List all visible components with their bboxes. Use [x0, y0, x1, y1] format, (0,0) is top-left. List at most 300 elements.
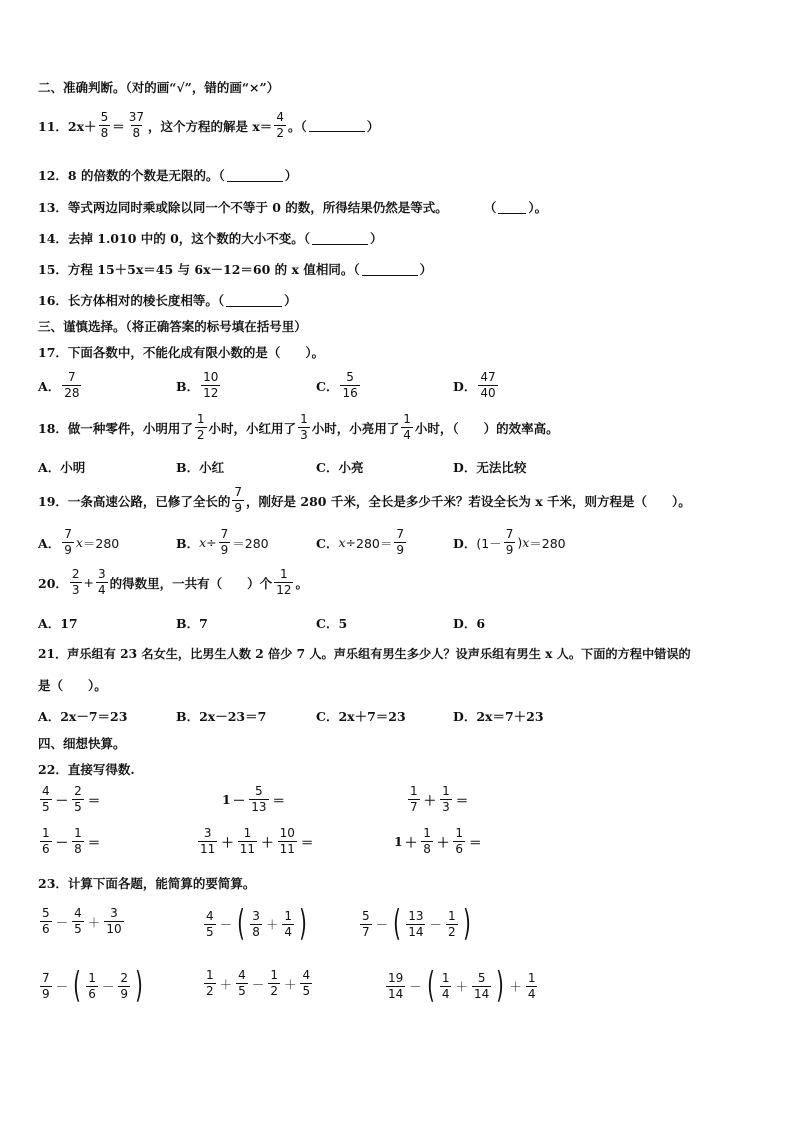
denominator: 4 — [527, 986, 536, 1001]
text: 22．直接写得数. — [38, 762, 135, 777]
text: ＝280 — [529, 535, 566, 551]
text: － — [55, 792, 69, 808]
text: 21．声乐组有 23 名女生，比男生人数 2 倍少 7 人。声乐组有男生多少人？设声乐组有男生 x 人。下面的方程中错误的 — [38, 647, 691, 661]
text: ＝ — [87, 792, 101, 808]
fraction — [504, 527, 516, 558]
fraction — [268, 968, 280, 999]
fraction — [96, 567, 108, 598]
section-4-heading — [38, 734, 126, 752]
text: ） — [366, 118, 380, 134]
text: － — [101, 979, 115, 994]
expr-23-4 — [38, 965, 146, 1006]
fraction — [394, 527, 406, 558]
question-14 — [38, 229, 383, 247]
fraction — [86, 971, 98, 1002]
fraction — [446, 909, 458, 940]
section-3-heading — [38, 317, 307, 335]
text: B． — [176, 535, 200, 551]
text: ）。 — [528, 200, 548, 215]
fraction — [278, 826, 297, 857]
fraction — [453, 826, 465, 857]
text: ) — [299, 903, 307, 944]
text: D．2x＝7＋23 — [453, 709, 544, 724]
text: C． — [316, 535, 339, 551]
text: 15．方程 15＋5x＝45 与 6x－12＝60 的 x 值相同。（ — [38, 262, 360, 277]
numerator: 5 — [362, 908, 370, 923]
numerator: 13 — [408, 908, 424, 923]
text: ( — [73, 965, 82, 1006]
denominator: 9 — [234, 501, 243, 515]
text: ) — [517, 535, 523, 550]
fraction — [274, 110, 286, 141]
text: － — [251, 976, 265, 992]
text: 14．去掉 1.010 中的 0，这个数的大小不变。（ — [38, 231, 311, 246]
numerator: 4 — [206, 908, 214, 923]
text: B．小红 — [176, 460, 225, 475]
text: ） — [419, 262, 433, 277]
expr-22-6 — [394, 826, 484, 857]
expr-23-6 — [384, 965, 539, 1006]
text: ，这个方程的解是 x＝ — [148, 118, 273, 134]
text: ＝ — [112, 118, 125, 134]
denominator: 9 — [220, 543, 229, 557]
numerator: 1 — [88, 970, 96, 985]
denominator: 4 — [403, 428, 411, 442]
text: 二、准确判断。（对的画“√”，错的画“×”） — [38, 80, 280, 95]
denominator: 8 — [132, 126, 141, 140]
option-c[interactable] — [316, 458, 363, 476]
denominator: 13 — [251, 800, 267, 814]
text: D．无法比较 — [453, 460, 527, 475]
numerator: 1 — [280, 567, 288, 581]
numerator: 10 — [203, 370, 219, 384]
denominator: 11 — [200, 842, 216, 856]
text: x — [522, 535, 530, 550]
fraction — [127, 110, 146, 141]
option-c[interactable] — [316, 707, 406, 725]
text: 小时，小红用了 — [208, 420, 297, 436]
denominator: 6 — [88, 986, 96, 1001]
denominator: 4 — [441, 986, 450, 1001]
text: ＝280 — [232, 535, 269, 551]
text: 11． — [38, 118, 68, 134]
numerator: 37 — [128, 110, 144, 124]
question-11 — [38, 110, 379, 141]
denominator: 7 — [410, 800, 418, 814]
text: 的得数里，一共有（ ）个 — [109, 575, 273, 591]
text: 20． — [38, 575, 68, 591]
expr-23-2 — [202, 903, 310, 944]
text: 是（ ）。 — [38, 678, 107, 693]
text: 17．下面各数中，不能化成有限小数的是（ ）。 — [38, 345, 325, 360]
text: 1 — [394, 834, 403, 849]
question-18 — [38, 412, 559, 443]
answer-blank[interactable] — [362, 263, 418, 276]
question-17 — [38, 343, 324, 361]
option-c[interactable] — [316, 614, 347, 632]
question-23-title — [38, 874, 255, 892]
text: ) — [135, 965, 143, 1006]
expr-22-3 — [406, 784, 470, 815]
numerator: 4 — [238, 968, 246, 982]
denominator: 5 — [74, 800, 82, 814]
question-21-cont — [38, 676, 107, 694]
text: 。 — [295, 575, 308, 591]
text: － — [55, 979, 69, 994]
text: 四、细想快算。 — [38, 736, 126, 751]
fraction — [118, 971, 130, 1002]
denominator: 9 — [120, 986, 128, 1001]
numerator: 7 — [396, 527, 404, 541]
fraction — [198, 826, 217, 857]
numerator: 1 — [455, 826, 464, 840]
denominator: 9 — [64, 543, 72, 557]
fraction — [72, 826, 84, 857]
text: ） — [284, 168, 298, 183]
numerator: 4 — [42, 784, 50, 798]
fraction — [340, 370, 359, 401]
fraction — [386, 971, 405, 1002]
text: 18．做一种零件，小明用了 — [38, 420, 193, 436]
numerator: 2 — [74, 784, 82, 798]
text: ( — [426, 965, 435, 1006]
fraction — [238, 826, 257, 857]
numerator: 7 — [64, 527, 72, 541]
denominator: 4 — [98, 583, 106, 597]
text: ) — [496, 965, 505, 1006]
numerator: 1 — [300, 412, 308, 426]
text: ＝ — [455, 792, 469, 808]
fraction — [408, 784, 420, 815]
denominator: 8 — [423, 842, 431, 856]
denominator: 2 — [196, 428, 205, 442]
text: ，刚好是 280 千米，全长是多少千米？若设全长为 x 千米，则方程是（ ）。 — [246, 493, 691, 509]
text: 。（ — [287, 118, 307, 134]
text: B．2x－23＝7 — [176, 709, 267, 724]
option-d[interactable] — [453, 527, 566, 558]
text: D． — [453, 535, 477, 551]
denominator: 3 — [300, 428, 308, 442]
fraction — [478, 370, 497, 401]
denominator: 2 — [448, 924, 456, 939]
denominator: 5 — [238, 984, 246, 998]
text: ＋ — [221, 834, 234, 850]
text: ÷ — [206, 535, 217, 550]
fraction — [40, 784, 52, 815]
text: ＝280 — [82, 535, 120, 551]
fraction — [440, 971, 452, 1002]
denominator: 11 — [239, 842, 256, 856]
text: B．7 — [176, 616, 208, 631]
text: 小时，（ ）的效率高。 — [414, 420, 559, 436]
fraction — [249, 784, 268, 815]
numerator: 1 — [410, 784, 418, 798]
fraction — [236, 968, 248, 999]
denominator: 5 — [302, 984, 311, 998]
question-13 — [38, 198, 547, 216]
text: － — [429, 917, 442, 932]
expr-22-4 — [38, 826, 102, 857]
expr-23-5 — [202, 968, 314, 999]
denominator: 3 — [71, 583, 80, 597]
fraction — [40, 971, 52, 1002]
option-c[interactable]: C． x ÷ 280＝ $\frac{7}{9}$ — [316, 527, 404, 557]
text: 1 — [222, 792, 231, 807]
text: （ — [483, 200, 497, 215]
denominator: 5 — [74, 922, 82, 936]
denominator: 28 — [64, 386, 80, 400]
fraction — [99, 110, 111, 141]
expr-23-3 — [358, 903, 474, 944]
numerator: 7 — [234, 485, 243, 499]
fraction — [250, 909, 262, 940]
denominator: 2 — [270, 984, 278, 998]
numerator: 1 — [243, 826, 252, 840]
denominator: 16 — [342, 386, 358, 400]
option-a[interactable] — [38, 370, 83, 401]
text: 12．8 的倍数的个数是无限的。（ — [38, 168, 225, 183]
text: ÷ — [345, 535, 356, 550]
denominator: 10 — [106, 922, 122, 936]
text: ＋ — [265, 917, 279, 932]
denominator: 8 — [252, 924, 260, 939]
text: x — [338, 535, 346, 550]
question-19 — [38, 485, 691, 516]
numerator: 3 — [98, 567, 106, 581]
fraction — [70, 567, 82, 598]
answer-blank[interactable] — [309, 119, 365, 132]
text: x — [199, 535, 207, 550]
numerator: 7 — [220, 527, 229, 541]
text: A．17 — [38, 616, 78, 631]
fraction — [401, 412, 413, 443]
numerator: 5 — [346, 370, 354, 384]
numerator: 4 — [276, 110, 284, 124]
question-21 — [38, 645, 691, 662]
fraction — [219, 527, 231, 558]
text: － — [219, 917, 233, 932]
denominator: 2 — [206, 984, 214, 998]
option-a[interactable] — [38, 458, 85, 476]
denominator: 3 — [442, 800, 450, 814]
numerator: 1 — [442, 784, 450, 798]
text: 三、谨慎选择。（将正确答案的标号填在括号里） — [38, 319, 307, 334]
text: － — [375, 917, 389, 932]
text: 2x＋ — [67, 118, 97, 134]
text: B． — [176, 378, 200, 394]
fraction — [298, 412, 310, 443]
fraction — [62, 370, 81, 401]
text: 19．一条高速公路，已修了全长的 — [38, 493, 231, 509]
numerator: 5 — [255, 784, 263, 798]
denominator: 14 — [388, 986, 404, 1001]
fraction — [40, 826, 52, 857]
denominator: 8 — [100, 126, 109, 140]
fraction — [300, 968, 312, 999]
text: ＝ — [300, 834, 314, 850]
text: ＋ — [261, 834, 274, 850]
question-20 — [38, 567, 308, 598]
text: D．6 — [453, 616, 486, 631]
answer-blank[interactable] — [226, 294, 282, 307]
numerator: 3 — [252, 908, 260, 923]
numerator: 47 — [480, 370, 496, 384]
question-22-title — [38, 760, 135, 778]
fraction — [62, 527, 74, 558]
text: ＋ — [455, 979, 468, 994]
numerator: 5 — [100, 110, 109, 124]
text: － — [409, 979, 422, 994]
question-16 — [38, 291, 297, 309]
option-d[interactable] — [453, 614, 485, 632]
fraction — [232, 485, 244, 516]
text: － — [232, 792, 246, 808]
text: (1－ — [476, 535, 502, 551]
text: ( — [237, 903, 246, 944]
denominator: 12 — [203, 386, 219, 400]
text: A．2x－7＝23 — [38, 709, 128, 724]
denominator: 9 — [42, 986, 50, 1001]
text: ( — [393, 903, 402, 944]
expr-23-1 — [38, 906, 126, 937]
numerator: 3 — [110, 906, 118, 920]
numerator: 2 — [120, 970, 128, 985]
numerator: 1 — [42, 826, 50, 840]
fraction — [440, 784, 452, 815]
numerator: 1 — [206, 968, 214, 982]
denominator: 9 — [396, 543, 404, 557]
text: 16．长方体相对的棱长度相等。（ — [38, 293, 225, 308]
text: C．2x＋7＝23 — [316, 709, 406, 724]
numerator: 4 — [302, 968, 311, 982]
denominator: 14 — [474, 986, 490, 1001]
denominator: 4 — [284, 924, 292, 939]
denominator: 6 — [455, 842, 464, 856]
numerator: 1 — [270, 968, 278, 982]
denominator: 6 — [42, 842, 50, 856]
numerator: 1 — [527, 970, 536, 985]
denominator: 7 — [362, 924, 370, 939]
text: ＋ — [219, 976, 233, 992]
denominator: 5 — [42, 800, 50, 814]
text: ＋ — [283, 976, 297, 992]
numerator: 4 — [74, 906, 82, 920]
option-a[interactable] — [38, 527, 119, 558]
numerator: 2 — [71, 567, 80, 581]
denominator: 14 — [408, 924, 424, 939]
option-d[interactable] — [453, 458, 526, 476]
denominator: 12 — [276, 583, 292, 597]
text: ＝ — [272, 792, 286, 808]
fraction — [104, 906, 123, 937]
text: x — [75, 535, 83, 550]
option-d[interactable] — [453, 370, 500, 401]
text: ＋ — [404, 834, 418, 850]
fraction — [72, 784, 84, 815]
text: C．5 — [316, 616, 348, 631]
option-a[interactable] — [38, 707, 127, 725]
fraction — [472, 971, 491, 1002]
answer-blank[interactable] — [312, 232, 368, 245]
fraction — [274, 567, 293, 598]
fraction — [40, 906, 52, 937]
fraction — [406, 909, 425, 940]
denominator: 9 — [505, 543, 514, 557]
option-b[interactable] — [176, 527, 269, 558]
numerator: 19 — [388, 970, 404, 985]
text: ＋ — [436, 834, 450, 850]
option-c[interactable] — [316, 370, 362, 401]
fraction — [526, 971, 538, 1002]
expr-22-1 — [38, 784, 102, 815]
text: ＋ — [87, 914, 101, 930]
text: ) — [462, 903, 471, 944]
fraction — [201, 370, 220, 401]
denominator: 2 — [276, 126, 284, 140]
option-a[interactable] — [38, 614, 78, 632]
numerator: 5 — [42, 906, 50, 920]
option-b[interactable] — [176, 370, 222, 401]
denominator: 8 — [74, 842, 82, 856]
fraction — [72, 906, 84, 937]
text: A． — [38, 535, 61, 551]
fraction — [360, 909, 372, 940]
expr-22-2 — [222, 784, 287, 815]
text: ） — [284, 293, 297, 308]
text: － — [55, 914, 69, 930]
option-b[interactable] — [176, 614, 208, 632]
numerator: 3 — [203, 826, 212, 840]
text: ＝ — [469, 834, 482, 850]
denominator: 40 — [480, 386, 496, 400]
denominator: 5 — [206, 924, 214, 939]
fraction — [421, 826, 433, 857]
section-2-heading — [38, 78, 279, 96]
numerator: 1 — [196, 412, 205, 426]
text: ） — [370, 231, 383, 246]
numerator: 5 — [477, 970, 486, 985]
numerator: 7 — [42, 970, 50, 985]
answer-blank[interactable] — [498, 201, 526, 214]
fraction — [204, 909, 216, 940]
denominator: 11 — [279, 842, 295, 856]
option-b[interactable] — [176, 458, 224, 476]
numerator: 1 — [74, 826, 82, 840]
fraction — [195, 412, 207, 443]
answer-blank[interactable] — [227, 169, 283, 182]
text: ＝ — [87, 834, 101, 850]
text: C． — [316, 378, 339, 394]
question-12 — [38, 166, 297, 184]
text: ＋ — [423, 792, 437, 808]
numerator: 7 — [505, 527, 514, 541]
numerator: 7 — [68, 370, 76, 384]
numerator: 1 — [441, 970, 450, 985]
option-d[interactable] — [453, 707, 544, 725]
text: A． — [38, 378, 61, 394]
numerator: 1 — [284, 908, 292, 923]
fraction — [204, 968, 216, 999]
text: 小时，小亮用了 — [311, 420, 400, 436]
fraction — [282, 909, 294, 940]
option-b[interactable] — [176, 707, 266, 725]
numerator: 1 — [403, 412, 411, 426]
text: D． — [453, 378, 477, 394]
text: A．小明 — [38, 460, 86, 475]
numerator: 1 — [423, 826, 431, 840]
expr-22-5 — [196, 826, 315, 857]
question-15 — [38, 260, 432, 278]
